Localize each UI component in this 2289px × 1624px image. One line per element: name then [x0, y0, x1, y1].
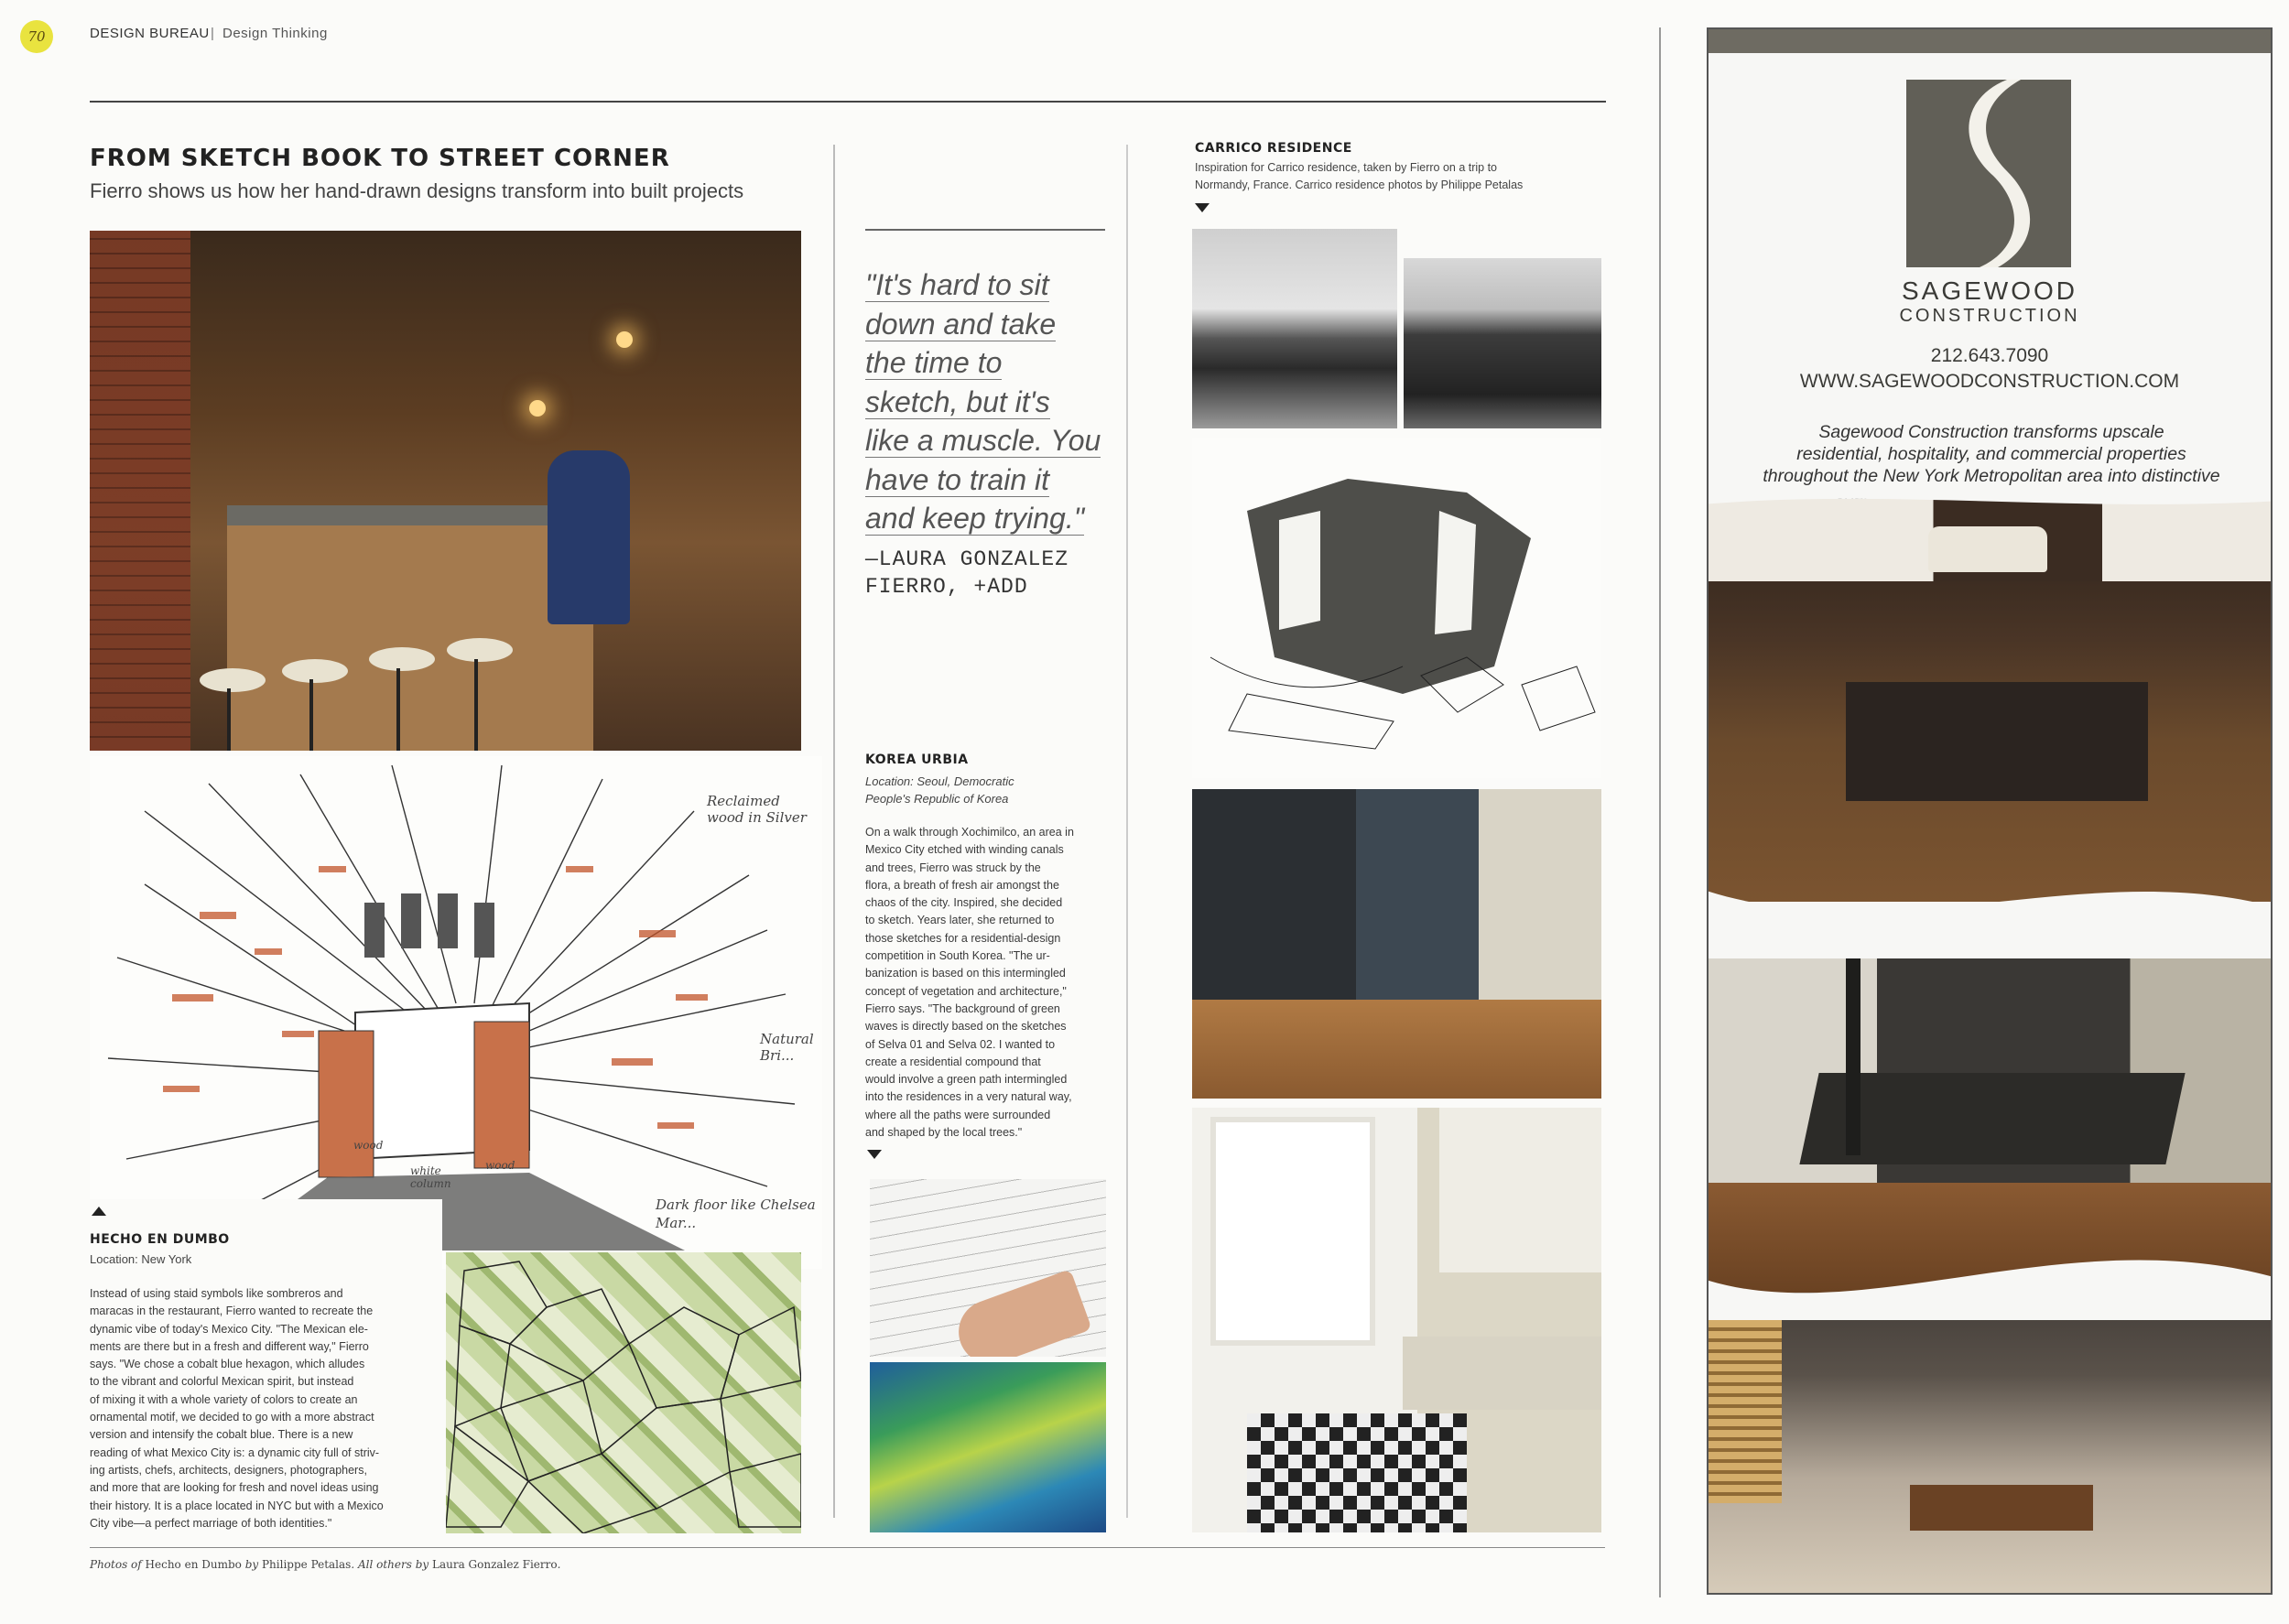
header-separator: | — [211, 26, 215, 41]
annotation-wood-left: wood — [353, 1139, 384, 1152]
quote-attribution: —LAURA GONZALEZ FIERRO, +ADD — [865, 547, 1069, 599]
tile-pattern-drawing — [446, 1252, 801, 1533]
carrico-caption: Inspiration for Carrico residence, taken by Fierro on a trip to Normandy, France. Carrico residence photos by Philippe Petalas — [1195, 161, 1524, 191]
page-number: 70 — [20, 20, 53, 53]
hecho-perspective-sketch — [90, 756, 822, 1269]
normandy-photo-1 — [1192, 229, 1397, 428]
sketch-drawing — [90, 756, 822, 1269]
category-label: Design Thinking — [222, 26, 328, 41]
sagewood-advertisement — [1707, 27, 2273, 1595]
carrico-heading: CARRICO RESIDENCE — [1195, 141, 1352, 156]
ad-wave-divider — [1707, 1219, 2273, 1320]
hecho-location: Location: New York — [90, 1252, 192, 1266]
korea-heading: KOREA URBIA — [865, 752, 969, 767]
header-rule — [90, 101, 1606, 103]
green-hexagon-sketch — [446, 1252, 801, 1533]
carrico-interior-2 — [1192, 1108, 1601, 1532]
annotation-white-column: white column — [410, 1164, 451, 1190]
sagewood-logo — [1906, 80, 2071, 267]
ad-website[interactable]: WWW.SAGEWOODCONSTRUCTION.COM — [1799, 371, 2180, 392]
triangle-down-icon — [1195, 203, 1210, 212]
hecho-heading: HECHO EN DUMBO — [90, 1232, 230, 1247]
triangle-down-icon — [867, 1150, 882, 1159]
carrico-sketch — [1192, 438, 1601, 778]
photo-credits: Photos of Hecho en Dumbo by Philippe Petalas. All others by Laura Gonzalez Fierro. — [90, 1558, 561, 1571]
pull-quote: "It's hard to sit down and take the time to sketch, but it's like a muscle. You have to train it and keep trying." — [865, 268, 1101, 535]
ad-wave-divider — [1707, 849, 2273, 958]
korea-wave-sketch — [870, 1179, 1106, 1357]
ad-kitchen-photo — [1709, 499, 2271, 902]
ad-wave-divider — [1707, 487, 2273, 524]
article-subtitle: Fierro shows us how her hand-drawn designs transform into built projects — [90, 179, 744, 202]
triangle-up-icon — [92, 1207, 106, 1216]
korea-watercolor — [870, 1362, 1106, 1532]
hecho-body: Instead of using staid symbols like sombreros and maracas in the restaurant, Fierro wanted to recreate the dynamic vibe of today's Mexico City. "The Mexican ele- ments are there but in a fresh and different way," Fierro says. "We chose a cobalt blue hexagon, which alludes to the vibrant and colorful Mexican spirit, but instead of mixing it with a whole variety of colors to create an ornamental motif, we decided to go with a more abstract version and intensify the cobalt blue. There is a new reading of what Mexico City is: a dynamic city full of striv- ing artists, chefs, architects, designers, photographers, and more that are looking for fresh and novel ideas using their history. It is a place located in NYC but with a Mexico City vibe—a perfect marriage of both identities." — [90, 1287, 384, 1530]
quote-rule — [865, 229, 1105, 231]
annotation-wood-right: wood — [485, 1159, 515, 1172]
sagewood-s-icon — [1906, 80, 2071, 267]
annotation-dark-floor: Dark floor like Chelsea Mar... — [656, 1196, 816, 1231]
ad-phone[interactable]: 212.643.7090 — [1930, 345, 2049, 366]
column-divider — [833, 145, 835, 1518]
normandy-photo-2 — [1404, 258, 1601, 428]
korea-body: On a walk through Xochimilco, an area in Mexico City etched with winding canals and trees, Fierro was struck by the flora, a breath of fresh air amongst the chaos of the city. Inspired, she decided to sketch. Years later, she returned to those sketches for a residential-design competition in South Korea. "The ur- banization is based on this intermingled concept of vegetation and architecture," Fierro says. "The background of green waves is directly based on the sketches of Selva 01 and Selva 02. I wanted to create a residential compound that would involve a green path intermingled into the residences in a very natural way, where all the paths were surrounded and shaped by the local trees." — [865, 826, 1074, 1140]
hecho-en-dumbo-bar-photo — [90, 231, 801, 751]
brand-name: SAGEWOOD — [1901, 276, 2077, 305]
ad-top-band — [1709, 29, 2271, 53]
korea-location: Location: Seoul, Democratic People's Republic of Korea — [865, 774, 1014, 806]
brand-tagline: CONSTRUCTION — [1899, 306, 2080, 326]
article-title: FROM SKETCH BOOK TO STREET CORNER — [90, 145, 670, 172]
section-label: DESIGN BUREAU — [90, 26, 210, 41]
annotation-reclaimed: Reclaimed wood in Silver — [707, 793, 807, 826]
ad-copy: Sagewood Construction transforms upscale residential, hospitality, and commercial properties throughout the New York Metropolitan area into distinctive — [1763, 422, 2220, 486]
carrico-interior-1 — [1192, 789, 1601, 1099]
carrico-sketch-drawing — [1192, 438, 1601, 778]
page-gutter — [1659, 27, 1661, 1597]
footer-rule — [90, 1547, 1605, 1548]
annotation-natural: Natural Bri... — [760, 1031, 814, 1064]
